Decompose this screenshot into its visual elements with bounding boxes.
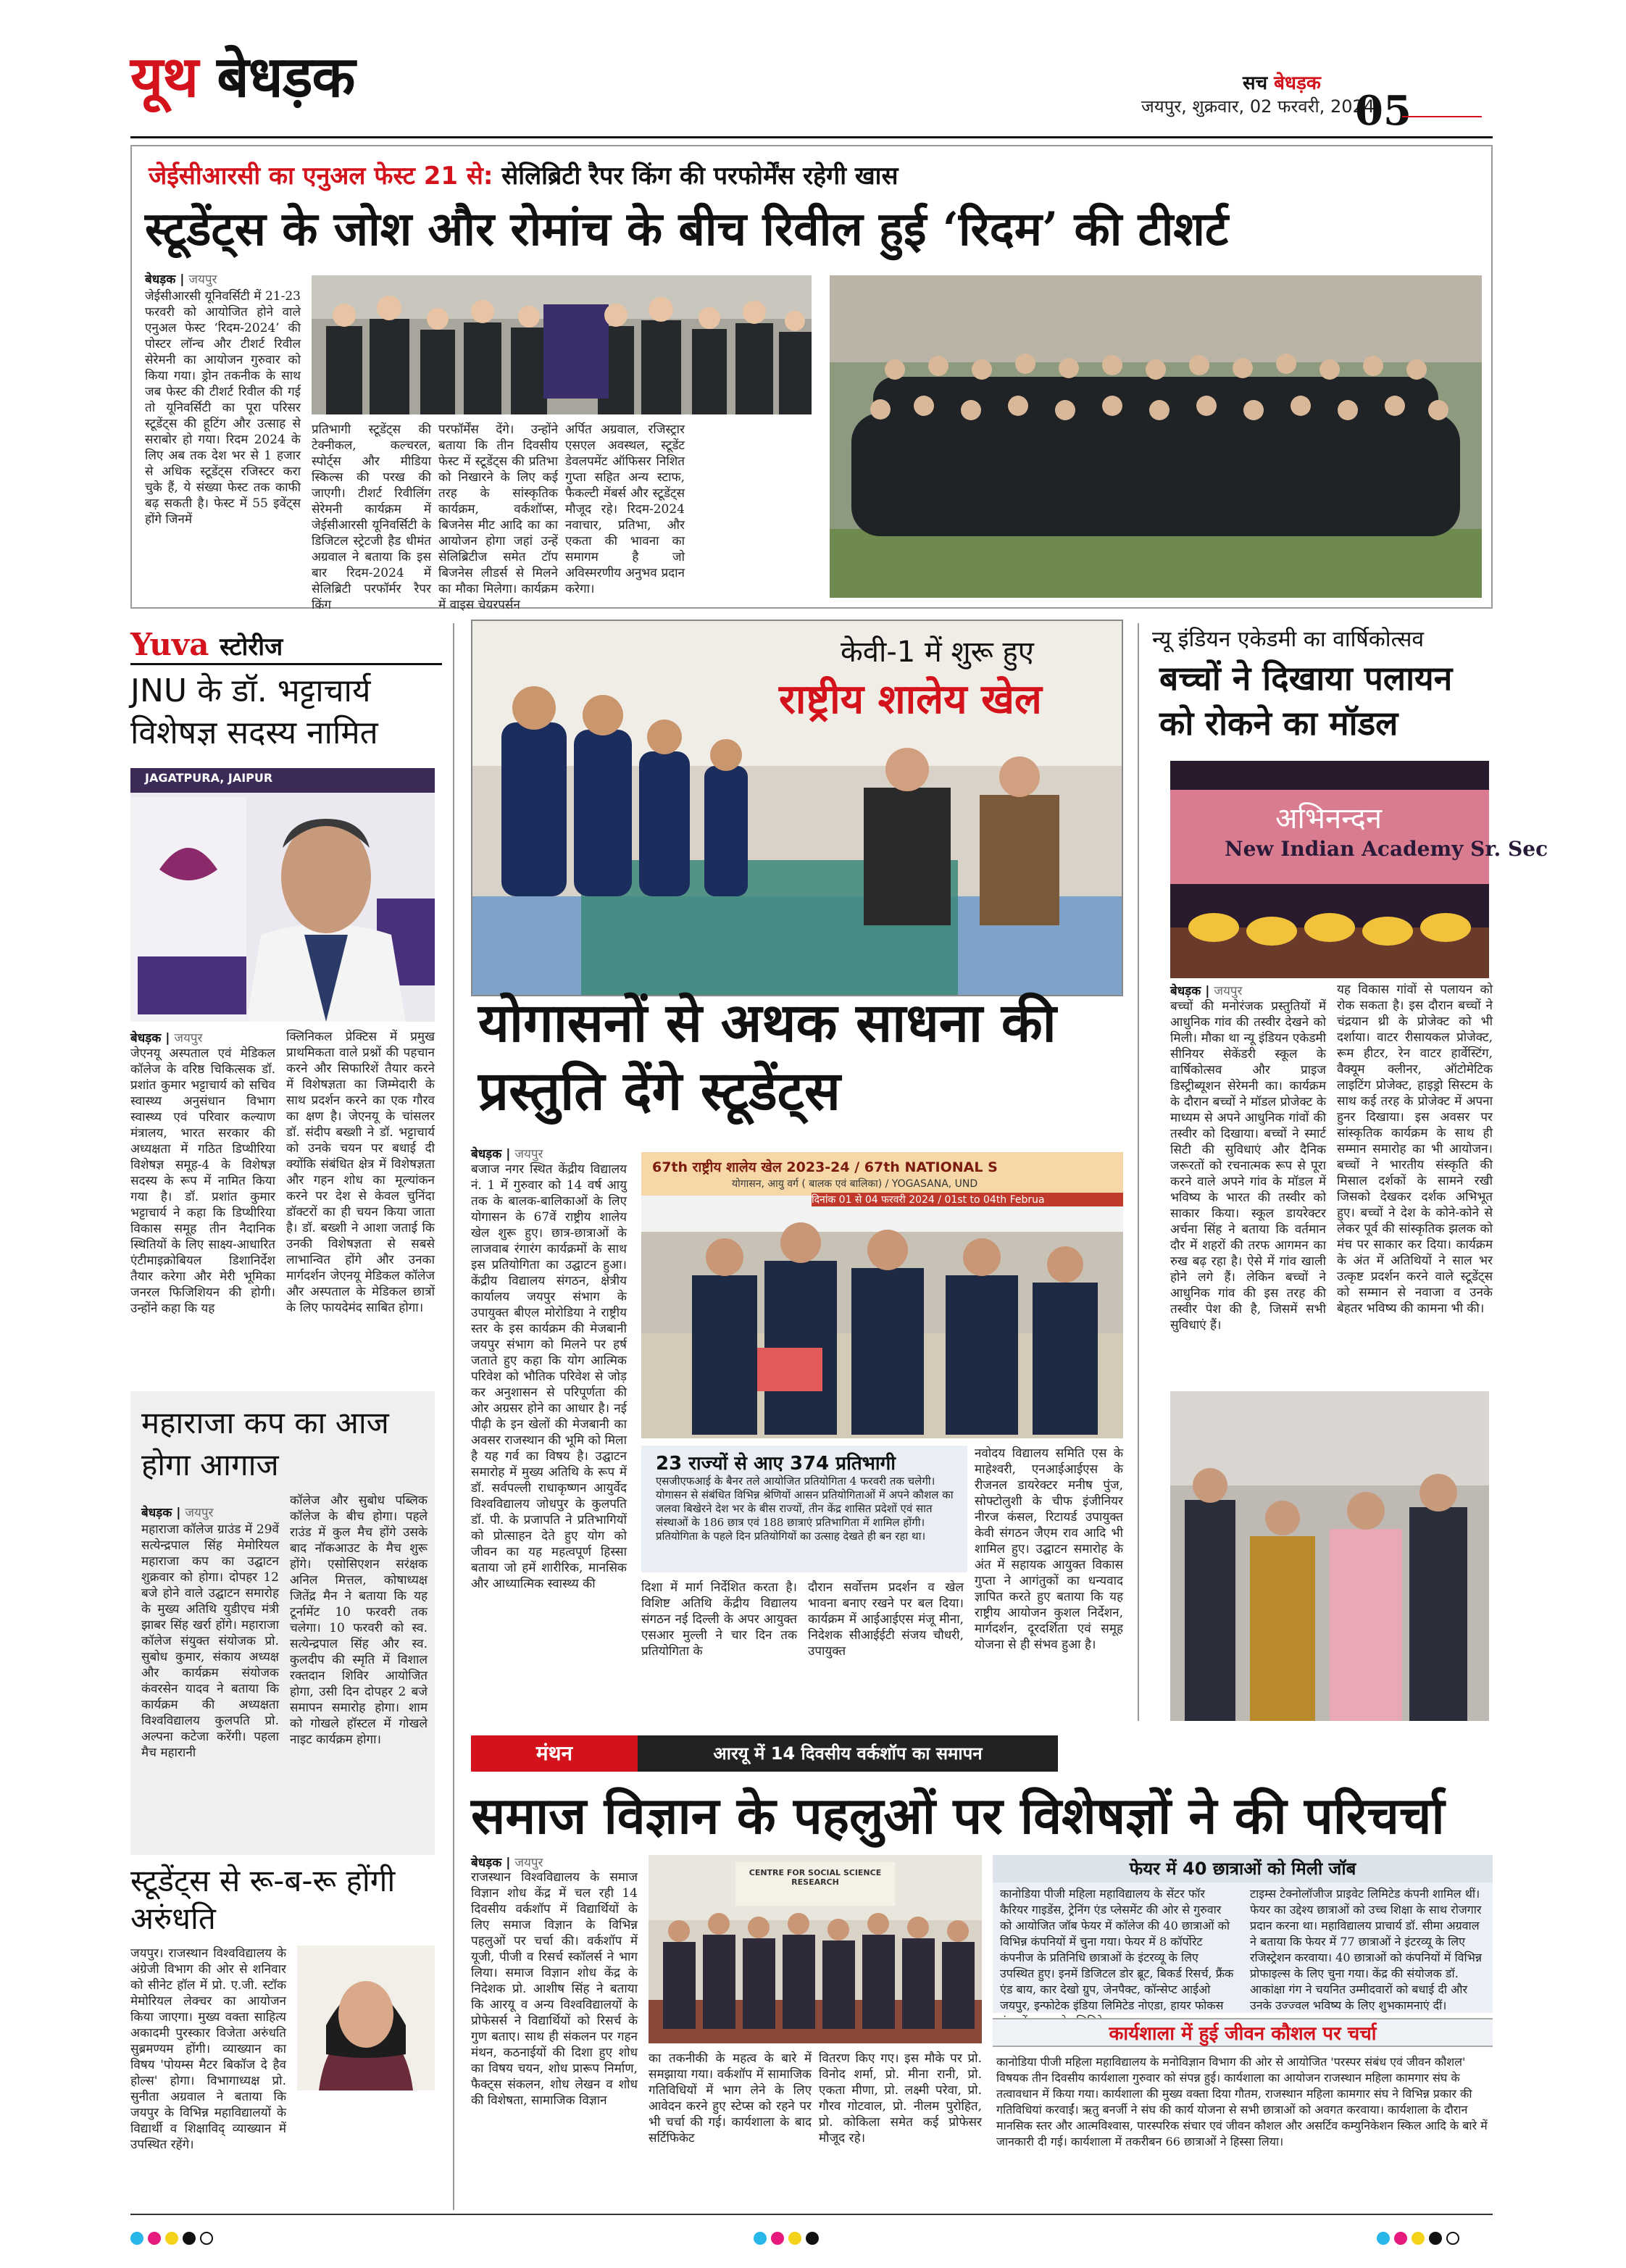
karya-headline: कार्यशाला में हुई जीवन कौशल पर चर्चा — [993, 2018, 1493, 2047]
jnu-photo-banner: JAGATPURA, JAIPUR — [145, 771, 273, 785]
tagline — [1243, 69, 1321, 95]
manthan-col2: का तकनीकी के महत्व के बारे में समझाया गया। वर्कशॉप में सामाजिक गतिविधियों में भाग लेने के लिए आवेदन करने हुए स्टेप्स को रहने पर भी चर्चा की गई। कार्यशाला के बाद सर्टिफिकेट — [649, 2051, 812, 2146]
tagline-part1: सच — [1243, 72, 1268, 94]
byline-place: जयपुर — [514, 1147, 543, 1162]
masthead-title — [130, 36, 354, 113]
byline-place: जयपुर — [174, 1031, 203, 1046]
tagline-part2: बेधड़क — [1274, 72, 1321, 94]
nia-headline: बच्चों ने दिखाया पलायन को रोकने का मॉडल — [1159, 659, 1453, 743]
kv-photo-banner: 67th राष्ट्रीय शालेय खेल 2023-24 / 67th NATIONAL S — [652, 1159, 998, 1175]
magenta-dot-icon — [148, 2232, 161, 2245]
pen-icon — [1402, 116, 1482, 126]
fair-col2: टाइम्स टेक्नोलॉजीज प्राइवेट लिमिटेड कंपनी शामिल थीं। फेयर का उद्देश्य छात्राओं को उच्च शिक्षा के साथ रोजगार प्रदान करना था। महाविद्यालय प्राचार्य डॉ. सीमा अग्रवाल ने बताया कि फेयर में 77 छात्राओं ने इंटरव्यू के लिए रजिस्ट्रेशन करवाया। 40 छात्राओं को कंपनियों में विभिन्न प्रोफाइल्स के लिए चुना गया। केंद्र की संयोजक डॉ. आकांक्षा गंग ने चयनित उम्मीदवारों को बधाई दी और उनके उज्ज्वल भविष्य के लिए शुभकामनाएं दीं। — [1250, 1887, 1482, 2012]
jnu-headline: JNU के डॉ. भट्टाचार्य विशेषज्ञ सदस्य नामित — [130, 672, 378, 751]
manthan-col3: वितरण किए गए। इस मौके पर प्रो. विनोद शर्मा, प्रो. मीना रानी, प्रो. एकता मीणा, प्रो. लक्ष्मी परेवा, प्रो. गौरव गोटवाल, प्रो. नीलम पुरोहित, प्रो. कोकिला समेत कई प्रोफेसर मौजूद रहे। — [819, 2051, 982, 2146]
jnu-col1: जेएनयू अस्पताल एवं मेडिकल कॉलेज के वरिष्ठ चिकित्सक डॉ. प्रशांत कुमार भट्टाचार्य को सचिव स्वास्थ्य अनुसंधान विभाग स्वास्थ्य एवं परिवार कल्याण मंत्रालय, भारत सरकार की अध्यक्षता में गठित डिप्थीरिया विशेषज्ञ समूह-4 के विशेषज्ञ सदस्य के रूप में नामित किया गया है। डॉ. प्रशांत कुमार भट्टाचार्य ने कहा कि डिप्थीरिया विकास समूह तीन नैदानिक स्थितियों के लिए साक्ष्य-आधारित एंटीमाइक्रोबियल डिशानिर्देश तैयार करेगा और मेरी भूमिका जनरल फिजिशियन की होगी। उन्होंने कहा कि यह — [130, 1046, 275, 1316]
nia-byline: बेधड़क | जयपुर — [1170, 984, 1243, 998]
manthan-subhead: आरयू में 14 दिवसीय वर्कशॉप का समापन — [638, 1735, 1058, 1772]
nia-col2: यह विकास गांवों से पलायन को रोक सकता है। इस दौरान बच्चों ने चंद्रयान थ्री के प्रोजेक्ट को भी दर्शाया। वाटर रीसायकल प्रोजेक्ट, रूम हीटर, रेन वाटर हार्वेस्टिंग, वैक्यूम क्लीनर, ऑटोमेटिक लाइटिंग प्रोजेक्ट, हाइड्रो सिस्टम के साथ कई तरह के प्रोजेक्ट में अपना हुनर दिखाया। इस अवसर पर सांस्कृतिक कार्यक्रम के साथ ही सम्मान समारोह का भी आयोजन। बच्चों ने भारतीय संस्कृति की मिसाल दर्शकों के सामने रखी जिसको देखकर दर्शक अभिभूत हुए। बच्चों ने देश के कोने-कोने से लेकर पूर्व की सांस्कृतिक झलक को मंच पर साकार कर दिया। कार्यक्रम के अंत में अतिथियों ने साल भर उत्कृष्ट प्रदर्शन करने वाले स्टूडेंट्स को सम्मान से नवाजा व उनके बेहतर भविष्य की कामना भी की। — [1337, 983, 1493, 1316]
byline-place: जयपुर — [514, 1856, 543, 1870]
page-number: 05 — [1355, 87, 1412, 135]
top-story-col3: परफॉर्मेंस देंगे। उन्होंने बताया कि तीन दिवसीय फेस्ट में स्टूडेंट्स की प्रतिभा को निखारने के लिए कई तरह के सांस्कृतिक कार्यक्रम, वर्कशॉप्स, बिजनेस मीट आदि का का आयोजन होगा जहां उन्हें सेलिब्रिटीज समेत टॉप बिजनेस लीडर्स से मिलने का मौका मिलेगा। कार्यक्रम में वाइस चेयरपर्सन — [438, 422, 558, 612]
kv-photo-banner-date: दिनांक 01 से 04 फरवरी 2024 / 01st to 04th Februa — [812, 1193, 1123, 1206]
byline-name: बेधड़क — [1170, 984, 1201, 998]
byline-name: बेधड़क — [141, 1506, 172, 1520]
byline-place: जयपुर — [188, 272, 217, 287]
byline-name: बेधड़क — [145, 272, 176, 287]
top-story-col1: जेईसीआरसी यूनिवर्सिटी में 21-23 फरवरी को आयोजित होने वाले एनुअल फेस्ट ‘रिदम-2024’ की पोस्टर लॉन्च और टीशर्ट रिवील सेरेमनी का आयोजन गुरुवार को किया गया। ड्रोन तकनीक के साथ जब फेस्ट की टीशर्ट रिवील की गई तो यूनिवर्सिटी का पूरा परिसर स्टूडेंट्स की हूटिंग और उत्साह से सराबोर हो गया। रिदम 2024 के लिए अब तक देश भर से 1 हजार से अधिक स्टूडेंट्स रजिस्टर करा चुके हैं, ये संख्या फेस्ट तक काफी बढ़ सकती है। फेस्ट में 55 इवेंट्स होंगे जिनमें — [145, 289, 301, 527]
nia-stage-photo — [1170, 761, 1489, 978]
manthan-label: मंथन — [471, 1735, 638, 1772]
nia-kicker: न्यू इंडियन एकेडमी का वार्षिकोत्सव — [1152, 627, 1425, 652]
arundhati-headline: स्टूडेंट्स से रू-ब-रू होंगी अरुंधति — [130, 1863, 396, 1936]
fair-col1: कानोडिया पीजी महिला महाविद्यालय के सेंटर फॉर कैरियर गाइडेंस, ट्रेनिंग एंड प्लेसमेंट की ओर से गुरुवार को आयोजित जॉब फेयर में कॉलेज की 40 छात्राओं को विभिन्न कंपनियों में चुना गया। फेयर में 8 कॉर्पोरेट कंपनीज के प्रतिनिधि छात्राओं के इंटरव्यू के लिए उपस्थित हुए। इनमें डिजिटल डोर ब्रूट, बिकर्ड रिसर्च, फ्रैंक एंड बाय, कार देखो ग्रुप, जेनपैक्ट, कॉन्सेप्ट आईओ जयपुर, इन्फोटेक इंडिया लिमिटेड नोएडा, हायर फोकस — [1000, 1887, 1234, 2012]
byline-name: बेधड़क — [471, 1856, 502, 1870]
nia-photo-text-1: अभिनन्दन — [1275, 802, 1383, 835]
kv-byline: बेधड़क | जयपुर — [471, 1147, 543, 1162]
black-dot-icon — [1429, 2232, 1442, 2245]
arundhati-photo — [297, 1946, 435, 2090]
kv-col3: नवोदय विद्यालय समिति एस के माहेश्वरी, एनआईआईएस के रीजनल डायरेक्टर मनीष पुंज, सोफ्टोलुशी के चीफ इंजीनियर नीरज कंसल, रिटायर्ड उपायुक्त केवी संगठन जैएम राव आदि भी शामिल हुए। उद्घाटन समारोह के अंत में सहायक आयुक्त विकास गुप्ता ने आगंतुकों का धन्यवाद ज्ञापित करते हुए बताया कि यह राष्ट्रीय आयोजन कुशल निर्देशन, मार्गदर्शन, दूरदर्शिता एवं समूह योजना से ही संभव हुआ है। — [975, 1446, 1123, 1652]
yuva-section-label — [130, 627, 283, 662]
manthan-headline: समाज विज्ञान के पहलुओं पर विशेषज्ञों ने की परिचर्चा — [471, 1785, 1445, 1846]
black-dot-icon — [806, 2232, 819, 2245]
rhythm-group-photo — [830, 275, 1482, 598]
cyan-dot-icon — [130, 2232, 143, 2245]
manthan-photo-banner: CENTRE FOR SOCIAL SCIENCE RESEARCH — [749, 1868, 882, 1887]
top-story-headline: स्टूडेंट्स के जोश और रोमांच के बीच रिवील हुई ‘रिदम’ की टीशर्ट — [145, 202, 1229, 257]
cyan-dot-icon — [754, 2232, 767, 2245]
kv-infobox-body: एसजीएफआई के बैनर तले आयोजित प्रतियोगिता 4 फरवरी तक चलेगी। योगासन से संबंधित विभिन्न श्रेणियों आसन प्रतियोगिताओं में अपने कौशल का जलवा बिखेरने देश भर के बीस राज्यों, तीन केंद्र शासित प्रदेशों एवं सात संस्थाओं के 186 छात्र एवं 188 छात्राएं प्रतिभागिता में शामिल होंगी। प्रतियोगिता के पहले दिन प्रतियोगियों का उत्साह देखते ही बन रहा था। — [656, 1475, 954, 1543]
kv-infobox-head: 23 राज्यों से आए 374 प्रतिभागी — [656, 1453, 896, 1475]
magenta-dot-icon — [1394, 2232, 1407, 2245]
dateline: जयपुर, शुक्रवार, 02 फरवरी, 2024 — [1141, 96, 1375, 117]
kv-bottom-col1: दिशा में मार्ग निर्देशित करता है। विशिष्ट अतिथि केंद्रीय विद्यालय संगठन नई दिल्ली के अपर आयुक्त एसआर मुल्ली ने चार दिन तक प्रतियोगिता के — [641, 1580, 797, 1659]
yuva-label-en: Yuva — [130, 627, 209, 662]
white-dot-icon — [1446, 2232, 1459, 2245]
nia-photo-text-2: New Indian Academy Sr. Sec — [1225, 837, 1548, 861]
masthead-title-part1: यूथ — [130, 44, 199, 110]
rhythm-poster-photo — [312, 275, 812, 414]
registration-marks-center — [754, 2232, 823, 2248]
top-story-kicker-dark: सेलिब्रिटी रैपर किंग की परफोर्मेंस रहेगी खास — [501, 162, 899, 191]
masthead-title-part2: बेधड़क — [217, 44, 355, 110]
kv-photo-banner-sub: योगासन, आयु वर्ग ( बालक एवं बालिका) / YOGASANA, UND — [732, 1178, 978, 1190]
registration-marks-left — [130, 2232, 217, 2248]
yellow-dot-icon — [788, 2232, 801, 2245]
jnu-col2: क्लिनिकल प्रेक्टिस में प्रमुख प्राथमिकता वाले प्रश्नों की पहचान करने और सिफारिशें तैयार करने में विशेषज्ञता का जिम्मेदारी के साथ प्रदर्शन करने का एक गौरव का क्षण है। जेएनयू के चांसलर डॉ. संदीप बख्शी ने डॉ. भट्टाचार्य को उनके चयन पर बधाई दी क्योंकि संबंधित क्षेत्र में विशेषज्ञता और गहन शोध का मूल्यांकन करने पर देश से केवल चुनिंदा डॉक्टरों का ही चयन किया जाता है। डॉ. बख्शी ने आशा जताई कि उनकी विशेषज्ञता से सबसे लाभान्वित होंगे और उनका मार्गदर्शन जेएनयू मेडिकल कॉलेज और अस्पताल के मेडिकल छात्रों के लिए फायदेमंद साबित होगा। — [286, 1030, 435, 1315]
nia-prize-photo — [1170, 1391, 1489, 1721]
yuva-rule — [130, 663, 442, 665]
top-story-kicker-red: जेईसीआरसी का एनुअल फेस्ट 21 से: — [149, 162, 493, 191]
column-rule-left — [453, 623, 454, 2210]
yuva-label-hi: स्टोरीज — [220, 633, 283, 662]
black-dot-icon — [183, 2232, 196, 2245]
top-story-byline: बेधड़क | जयपुर — [145, 272, 217, 287]
jnu-doctor-photo — [130, 768, 435, 1022]
yellow-dot-icon — [1412, 2232, 1425, 2245]
registration-marks-right — [1377, 2232, 1464, 2248]
kv-headline: योगासनों से अथक साधना की प्रस्तुति देंगे स्टूडेंट्स — [478, 992, 1056, 1122]
top-story-col4: अर्पित अग्रवाल, रजिस्ट्रार एसएल अवस्थल, स्टूडेंट डेवलपमेंट ऑफिसर निशित गुप्ता सहित अन्य स्टाफ, फैकल्टी मेंबर्स और स्टूडेंट्स मौजूद रहे। रिदम-2024 नवाचार, प्रतिभा, और एकता की भावना का समागम है जो अविस्मरणीय अनुभव प्रदान करेगा। — [565, 422, 685, 596]
manthan-byline: बेधड़क | जयपुर — [471, 1856, 543, 1870]
kv-kicker-red: राष्ट्रीय शालेय खेल — [779, 675, 1042, 723]
nia-col1: बच्चों की मनोरंजक प्रस्तुतियों में आधुनिक गांव की तस्वीर देखने को मिली। मौका था न्यू इंडियन एकेडमी सीनियर सेकेंडरी स्कूल के वार्षिकोत्सव और प्राइज डिस्ट्रीब्यूशन सेरेमनी का। कार्यक्रम के दौरान बच्चों ने मॉडल प्रोजेक्ट के माध्यम से अपने आधुनिक गांवों की तस्वीर को दिखाया। बच्चों ने स्मार्ट सिटी की सुविधाएं और दैनिक जरूरतों को रचनात्मक रूप से पूरा करने वाले अपने गांव के मॉडल में भविष्य के भारत की तस्वीर को साकार किया। स्कूल डायरेक्टर अर्चना सिंह ने बताया कि वर्तमान दौर में शहरों की तरफ आगमन का रुख बढ़ रहा है। ऐसे में गांव खाली होने लगे हैं। लेकिन बच्चों ने आधुनिक गांव की इस तरह की तस्वीर पेश की है, जिसमें सभी सुविधाएं हैं। — [1170, 999, 1326, 1333]
karya-body: कानोडिया पीजी महिला महाविद्यालय के मनोविज्ञान विभाग की ओर से आयोजित 'परस्पर संबंध एवं जीवन कौशल' विषयक तीन दिवसीय कार्यशाला गुरुवार को संपन्न हुई। कार्यशाला का आयोजन राजस्थान महिला कामगार संघ के तत्वावधान में किया गया। कार्यशाला की मुख्य वक्ता दिया गौतम, राजस्थान महिला कामगार संघ ने विभिन्न प्रकार की गतिविधियां करवाईं। ऋतु बनर्जी ने संघ की कार्य योजना से सभी छात्राओं को अवगत करवाया। कार्यशाला के दौरान मानसिक स्तर और आत्मविश्वास, पारस्परिक संचार एवं जीवन कौशल और असर्टिव कम्युनिकेशन स्किल आदि के बारे में जानकारी दी गई। कार्यशाला में तकरीबन 66 छात्राओं ने हिस्सा लिया। — [996, 2055, 1488, 2148]
manthan-col1: राजस्थान विश्वविद्यालय के समाज विज्ञान शोध केंद्र में चल रही 14 दिवसीय वर्कशॉप में विद्यार्थियों के लिए समाज विज्ञान के विभिन्न पहलुओं पर चर्चा की। वर्कशॉप में यूजी, पीजी व रिसर्च स्कॉलर्स ने भाग लिया। समाज विज्ञान शोध केंद्र के निदेशक प्रो. आशीष सिंह ने बताया कि आरयू व अन्य विश्वविद्यालयों के प्रोफेसर्स ने विद्यार्थियों को रिसर्च के गुण बताए। साथ ही संकलन पर गहन मंथन, कठनाईयों की दिशा हुए शोध का विषय चयन, शोध प्रारूप निर्माण, फैक्ट्स संकलन, शोध लेखन व शोध की विशेषता, सामाजिक विज्ञान — [471, 1870, 638, 2108]
top-story-col2: प्रतिभागी स्टूडेंट्स की टेक्नीकल, कल्चरल, स्पोर्ट्स और मीडिया स्किल्स की परख की जाएगी। टीशर्ट रिवीलिंग सेरेमनी कार्यक्रम में जेईसीआरसी यूनिवर्सिटी के डिजिटल स्ट्रेटजी हैड धीमंत अग्रवाल ने बताया कि इस बार रिदम-2024 में सेलिब्रिटी परफॉर्मर रैपर किंग — [312, 422, 431, 612]
maharaja-headline: महाराजा कप का आज होगा आगाज — [141, 1405, 389, 1483]
cyan-dot-icon — [1377, 2232, 1390, 2245]
kv-col1: बजाज नगर स्थित केंद्रीय विद्यालय नं. 1 में गुरुवार को 14 वर्ष आयु तक के बालक-बालिकाओं के लिए योगासन के 67वें राष्ट्रीय शालेय खेल शुरू हुए। छात्र-छात्राओं के लाजवाब रंगारंग कार्यक्रमों के साथ इस प्रतियोगिता का उद्घाटन हुआ। केंद्रीय विद्यालय संगठन, क्षेत्रीय कार्यालय जयपुर संभाग के उपायुक्त बीएल मोरोडिया ने राष्ट्रीय स्तर के इस कार्यक्रम की मेजबानी जयपुर संभाग को मिलने पर हर्ष जताते हुए कहा कि योग आत्मिक परिवेश को भौतिक परिवेश से जोड़ कर अनुशासन से परिपूर्णता की ओर अग्रसर होने का आधार है। नई पीढ़ी के इन खेलों की मेजबानी का अवसर राजस्थान की भूमि को मिला है यह गर्व का विषय है। उद्घाटन समारोह में मुख्य अतिथि के रूप में डॉ. सर्वपल्ली राधाकृष्णन आयुर्वेद विश्वविद्यालय जोधपुर के कुलपति डॉ. पी. के प्रजापति ने प्रतिभागियों को प्रोत्साहन देते हुए योग को जीवन का यह महत्वपूर्ण हिस्सा बताया जो हमें शारीरिक, मानसिक और आध्यात्मिक स्वास्थ्य की — [471, 1162, 627, 1591]
white-dot-icon — [200, 2232, 213, 2245]
byline-place: जयपुर — [185, 1506, 214, 1520]
maharaja-byline: बेधड़क | जयपुर — [141, 1506, 214, 1520]
kv-bottom-col2: दौरान सर्वोत्तम प्रदर्शन व खेल भावना बनाए रखने पर बल दिया। कार्यक्रम में आईआईएस मंजू मीना, निदेशक सीआईईटी संजय चौधरी, उपायुक्त — [808, 1580, 964, 1659]
kv-kicker: केवी-1 में शुरू हुए — [841, 635, 1034, 669]
fair-headline: फेयर में 40 छात्राओं को मिली जॉब — [993, 1855, 1493, 1883]
maharaja-col2: कॉलेज और सुबोध पब्लिक कॉलेज के बीच होगा। पहले राउंड में कुल मैच होंगे उसके बाद नॉकआउट के मैच शुरू होंगे। एसोसिएशन सरंक्षक अनिल मित्तल, कोषाध्यक्ष जितेंद्र मैन ने बताया कि यह टूर्नामेंट 10 फरवरी तक चलेगा। 10 फरवरी को स्व. सत्येन्द्रपाल सिंह और स्व. कुलदीप की स्मृति में विशाल रक्तदान शिविर आयोजित होगा, उसी दिन दोपहर 2 बजे समापन समारोह होगा। शाम को गोखले हॉस्टल में गोखले नाइट कार्यक्रम होगा। — [290, 1493, 428, 1747]
column-rule-right — [1138, 623, 1139, 1721]
jnu-byline: बेधड़क | जयपुर — [130, 1031, 203, 1046]
maharaja-col1: महाराजा कॉलेज ग्राउंड में 29वें सत्येन्द्रपाल सिंह मेमोरियल महाराजा कप का उद्घाटन शुक्रवार को होगा। दोपहर 12 बजे होने वाले उद्घाटन समारोह के मुख्य अतिथि युडीएच मंत्री झाबर सिंह खर्रा होंगे। महाराजा कॉलेज संयुक्त संयोजक प्रो. सुबोध कुमार, संकाय अध्यक्ष और कार्यक्रम संयोजक कंवरसेन यादव ने बताया कि कार्यक्रम की अध्यक्षता विश्वविद्यालय कुलपति प्रो. अल्पना कटेजा करेंगी। पहला मैच महारानी — [141, 1522, 279, 1760]
top-story-kicker — [149, 158, 898, 191]
magenta-dot-icon — [771, 2232, 784, 2245]
yellow-dot-icon — [165, 2232, 178, 2245]
bottom-rule — [130, 2214, 1493, 2215]
masthead-rule — [130, 136, 1493, 138]
byline-place: जयपुर — [1214, 984, 1243, 998]
byline-name: बेधड़क — [471, 1147, 502, 1162]
arundhati-body: जयपुर। राजस्थान विश्वविद्यालय के अंग्रेजी विभाग की ओर से शनिवार को सीनेट हॉल में प्रो. ए.जी. स्टॉक मेमोरियल लेक्चर का आयोजन किया जाएगा। मुख्य वक्ता साहित्य अकादमी पुरस्कार विजेता अरुंधति सुब्रमण्यम होंगी। व्याख्यान का विषय 'पोयम्स मैटर बिकॉज दे हैव होल्स' होगा। विभागाध्यक्ष प्रो. सुनीता अग्रवाल ने बताया कि जयपुर के विभिन्न महाविद्यालयों के विद्यार्थी व शिक्षाविद् व्याख्यान में उपस्थित रहेंगे। — [130, 1946, 286, 2152]
byline-name: बेधड़क — [130, 1031, 162, 1046]
